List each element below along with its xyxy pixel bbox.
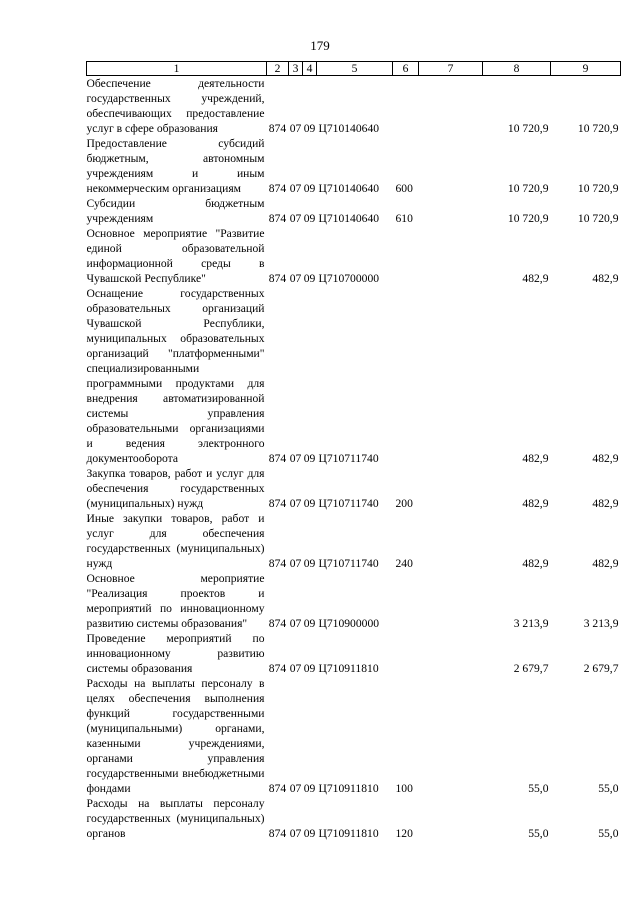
row-type: 240 — [395, 557, 413, 570]
row-amount-1: 55,0 — [528, 827, 549, 840]
row-col2: 874 — [268, 272, 287, 285]
column-header-5: 5 — [317, 62, 393, 76]
row-name: Субсидии бюджетным учреждениям — [86, 197, 265, 225]
row-amount-1: 10 720,9 — [507, 212, 549, 225]
row-name: Закупка товаров, работ и услуг для обеспечения государственных (муниципальных) нужд — [86, 467, 265, 510]
row-amount-2: 55,0 — [598, 782, 619, 795]
row-amount-1: 482,9 — [522, 272, 549, 285]
row-code: Ц710711740 — [318, 497, 379, 510]
row-col3: 07 — [289, 662, 302, 675]
table-row — [87, 511, 621, 571]
row-col3: 07 — [289, 452, 302, 465]
column-header-9: 9 — [551, 62, 621, 76]
row-col4: 09 — [303, 827, 316, 840]
row-col7 — [419, 76, 483, 137]
row-type — [393, 76, 419, 137]
row-type: 610 — [395, 212, 413, 225]
table-row — [87, 571, 621, 631]
row-code: Ц710700000 — [318, 272, 380, 285]
row-col3: 07 — [289, 827, 302, 840]
column-header-4: 4 — [303, 62, 317, 76]
row-amount-2: 482,9 — [592, 557, 619, 570]
table-row — [87, 136, 621, 196]
row-col3: 07 — [289, 272, 302, 285]
row-type: 600 — [395, 182, 413, 195]
row-col4: 09 — [303, 272, 316, 285]
row-code: Ц710140640 — [318, 122, 380, 135]
row-code: Ц710911810 — [318, 827, 379, 840]
column-header-7: 7 — [419, 62, 483, 76]
row-col7 — [419, 226, 483, 286]
row-amount-1: 10 720,9 — [507, 182, 549, 195]
row-type: 100 — [395, 782, 413, 795]
row-amount-2: 55,0 — [598, 827, 619, 840]
row-name: Обеспечение деятельности государственных учреждений, обеспечивающих предоставление услуг в сфере образования — [86, 77, 265, 135]
row-col2: 874 — [268, 182, 287, 195]
row-col2: 874 — [268, 782, 287, 795]
table-row — [87, 676, 621, 796]
row-name: Предоставление субсидий бюджетным, автономным учреждениям и иным некоммерческим организациям — [86, 137, 265, 195]
row-amount-2: 10 720,9 — [577, 122, 619, 135]
table-row — [87, 796, 621, 841]
table-header-row — [87, 62, 621, 76]
table-body — [87, 76, 621, 842]
row-col3: 07 — [289, 122, 302, 135]
row-col2: 874 — [268, 617, 287, 630]
row-name: Оснащение государственных образовательных организаций Чувашской Республики, муниципальных образовательных организаций "платформенными" специализированными программными продуктами для внедрения автоматизированной системы управления образовательными организациями и ведения электронного документооборота — [86, 287, 265, 465]
row-amount-2: 482,9 — [592, 452, 619, 465]
row-col4: 09 — [303, 452, 316, 465]
column-header-1: 1 — [87, 62, 267, 76]
row-amount-1: 482,9 — [522, 497, 549, 510]
table-row — [87, 286, 621, 466]
row-name: Иные закупки товаров, работ и услуг для обеспечения государственных (муниципальных) нужд — [86, 512, 265, 570]
table-row — [87, 226, 621, 286]
row-col3: 07 — [289, 212, 302, 225]
row-code: Ц710711740 — [318, 557, 379, 570]
row-col2: 874 — [268, 497, 287, 510]
row-name: Проведение мероприятий по инновационному развитию системы образования — [86, 632, 265, 675]
row-col4: 09 — [303, 662, 316, 675]
row-type: 120 — [395, 827, 413, 840]
row-amount-1: 55,0 — [528, 782, 549, 795]
row-amount-1: 3 213,9 — [513, 617, 549, 630]
table-row — [87, 631, 621, 676]
row-col3: 07 — [289, 617, 302, 630]
row-code: Ц710140640 — [318, 212, 380, 225]
row-col4: 09 — [303, 617, 316, 630]
row-col2: 874 — [268, 827, 287, 840]
column-header-6: 6 — [393, 62, 419, 76]
row-amount-2: 3 213,9 — [583, 617, 619, 630]
row-code: Ц710140640 — [318, 182, 380, 195]
row-col7 — [419, 136, 483, 196]
row-code: Ц710711740 — [318, 452, 379, 465]
row-col7 — [419, 571, 483, 631]
row-type: 200 — [395, 497, 413, 510]
row-col7 — [419, 286, 483, 466]
row-col7 — [419, 511, 483, 571]
row-col7 — [419, 631, 483, 676]
row-col4: 09 — [303, 212, 316, 225]
row-col3: 07 — [289, 557, 302, 570]
row-col7 — [419, 796, 483, 841]
row-type — [393, 571, 419, 631]
row-col2: 874 — [268, 212, 287, 225]
row-type — [393, 631, 419, 676]
row-col2: 874 — [268, 452, 287, 465]
table-row — [87, 196, 621, 226]
row-amount-2: 2 679,7 — [583, 662, 619, 675]
row-code: Ц710911810 — [318, 662, 379, 675]
row-amount-1: 10 720,9 — [507, 122, 549, 135]
column-header-8: 8 — [483, 62, 551, 76]
row-name: Расходы на выплаты персоналу в целях обеспечения выполнения функций государственными (муниципальными) органами, казенными учреждениями, органами управления государственными внебюджетными фондами — [86, 677, 265, 795]
row-col4: 09 — [303, 497, 316, 510]
column-header-3: 3 — [289, 62, 303, 76]
row-col3: 07 — [289, 497, 302, 510]
table-row — [87, 466, 621, 511]
row-col7 — [419, 196, 483, 226]
row-amount-2: 10 720,9 — [577, 182, 619, 195]
row-amount-2: 10 720,9 — [577, 212, 619, 225]
row-code: Ц710911810 — [318, 782, 379, 795]
row-type — [393, 226, 419, 286]
row-col2: 874 — [268, 662, 287, 675]
row-amount-2: 482,9 — [592, 272, 619, 285]
row-amount-1: 482,9 — [522, 452, 549, 465]
row-col4: 09 — [303, 557, 316, 570]
row-col2: 874 — [268, 557, 287, 570]
row-name: Основное мероприятие "Развитие единой образовательной информационной среды в Чувашской Республике" — [86, 227, 265, 285]
row-amount-1: 2 679,7 — [513, 662, 549, 675]
row-col4: 09 — [303, 182, 316, 195]
row-name: Расходы на выплаты персоналу государственных (муниципальных) органов — [86, 797, 265, 840]
row-amount-1: 482,9 — [522, 557, 549, 570]
row-col2: 874 — [268, 122, 287, 135]
row-col3: 07 — [289, 182, 302, 195]
row-code: Ц710900000 — [318, 617, 380, 630]
row-col7 — [419, 466, 483, 511]
column-header-2: 2 — [267, 62, 289, 76]
budget-table — [86, 61, 621, 841]
row-col7 — [419, 676, 483, 796]
row-type — [393, 286, 419, 466]
page-number: 179 — [310, 38, 330, 53]
row-col4: 09 — [303, 122, 316, 135]
row-name: Основное мероприятие "Реализация проектов и мероприятий по инновационному развитию системы образования" — [86, 572, 265, 630]
row-col4: 09 — [303, 782, 316, 795]
row-col3: 07 — [289, 782, 302, 795]
row-amount-2: 482,9 — [592, 497, 619, 510]
table-row — [87, 76, 621, 137]
